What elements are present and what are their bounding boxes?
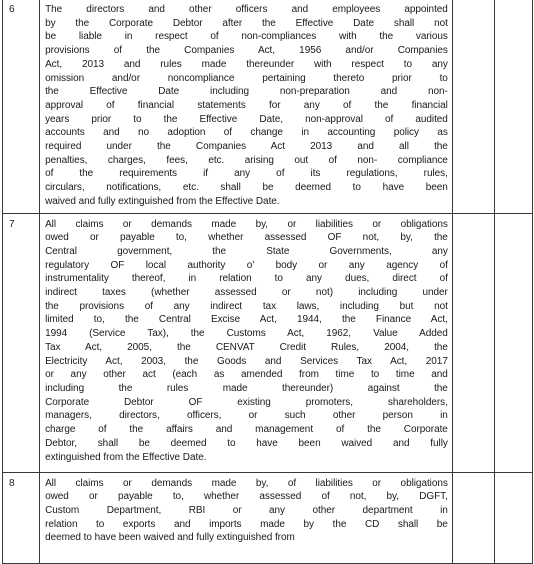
empty-cell xyxy=(452,0,494,213)
clause-line: charge of the affairs and management of the Corporate xyxy=(45,424,448,436)
clause-line: Electricity Act, 2003, the Goods and Services Tax Act, 2017 xyxy=(45,355,448,367)
clause-line: accounts and no adoption of change in accounting policy as xyxy=(45,127,448,139)
clause-line: indirect taxes (whether assessed or not) including under xyxy=(45,287,448,299)
row-number: 6 xyxy=(9,4,15,15)
table-row xyxy=(3,213,533,472)
clause-line: the provisions of any indirect tax laws, including but not xyxy=(45,300,448,312)
clause-line: be liable in respect of non-compliances with the various xyxy=(45,31,448,43)
clause-line: Custom Department, RBI or any other department in xyxy=(45,504,448,516)
clause-line: Debtor, shall be deemed to have been waived and fully xyxy=(45,437,448,449)
clause-line: Tax Act, 2005, the CENVAT Credit Rules, 2004, the xyxy=(45,341,448,353)
clause-line: 1994 (Service Tax), the Customs Act, 1962, Value Added xyxy=(45,328,448,340)
clause-text xyxy=(40,214,452,469)
clause-line: All claims or demands made by, or liabilities or obligations xyxy=(45,218,448,230)
clause-line: All claims or demands made by, of liabilities or obligations xyxy=(45,477,448,489)
clause-line: by the Corporate Debtor after the Effective Date shall not xyxy=(45,17,448,29)
clause-line: or any other act (each as amended from time to time and xyxy=(45,369,448,381)
row-number-cell xyxy=(3,472,40,563)
empty-cell xyxy=(452,213,494,472)
clause-line: relation to exports and imports made by the CD shall be xyxy=(45,518,448,530)
clause-line: Corporate Debtor OF existing promoters, shareholders, xyxy=(45,396,448,408)
empty-cell xyxy=(494,213,532,472)
empty-cell xyxy=(452,472,494,563)
clause-line: approval of financial statements for any of the financial xyxy=(45,99,448,111)
clause-line: including the rules made thereunder) against the xyxy=(45,382,448,394)
clause-line: instrumentality thereof, in relation to any dues, direct of xyxy=(45,273,448,285)
clause-line: extinguished from the Effective Date. xyxy=(45,451,207,463)
clause-line: Central government, the State Governments, any xyxy=(45,245,448,257)
clause-line: Act, 2013 and rules made thereunder with respect to any xyxy=(45,58,448,70)
clause-line: the Effective Date including non-preparation and non- xyxy=(45,86,448,98)
resolution-plan-table xyxy=(2,0,533,564)
clause-text xyxy=(40,473,452,550)
clause-line: The directors and other officers and employees appointed xyxy=(45,4,448,15)
clause-text xyxy=(40,0,452,213)
clause-line: provisions of the Companies Act, 1956 and/or Companies xyxy=(45,45,448,57)
clause-text-cell xyxy=(40,0,453,213)
clause-line: of the requirements if any of its regulations, rules, xyxy=(45,168,448,180)
clause-line: regulatory OF local authority o' body or any agency of xyxy=(45,259,448,271)
clause-line: owed or payable to, whether assessed OF not, by, the xyxy=(45,232,448,244)
table-row xyxy=(3,472,533,563)
clause-line: years prior to the Effective Date, non-approval of audited xyxy=(45,113,448,125)
empty-cell xyxy=(494,0,532,213)
clause-line: deemed to have been waived and fully extinguished from xyxy=(45,532,295,544)
row-number: 8 xyxy=(9,477,15,489)
table-row xyxy=(3,0,533,213)
clause-text-cell xyxy=(40,472,453,563)
clause-line: required under the Companies Act 2013 and all the xyxy=(45,141,448,153)
empty-cell xyxy=(494,472,532,563)
clause-line: omission and/or noncompliance pertaining thereto prior to xyxy=(45,72,448,84)
clause-line: managers, directors, officers, or such other person in xyxy=(45,410,448,422)
clause-line: owed or payable to, whether assessed of not, by, DGFT, xyxy=(45,491,448,503)
clause-line: limited to, the Central Excise Act, 1944, the Finance Act, xyxy=(45,314,448,326)
row-number-cell xyxy=(3,213,40,472)
row-number: 7 xyxy=(9,218,15,230)
clause-line: circulars, notifications, etc. shall be deemed to have been xyxy=(45,182,448,194)
clause-line: waived and fully extinguished from the Effective Date. xyxy=(45,195,280,207)
clause-text-cell xyxy=(40,213,453,472)
row-number-cell xyxy=(3,0,40,213)
clause-line: penalties, charges, fees, etc. arising out of non- compliance xyxy=(45,154,448,166)
